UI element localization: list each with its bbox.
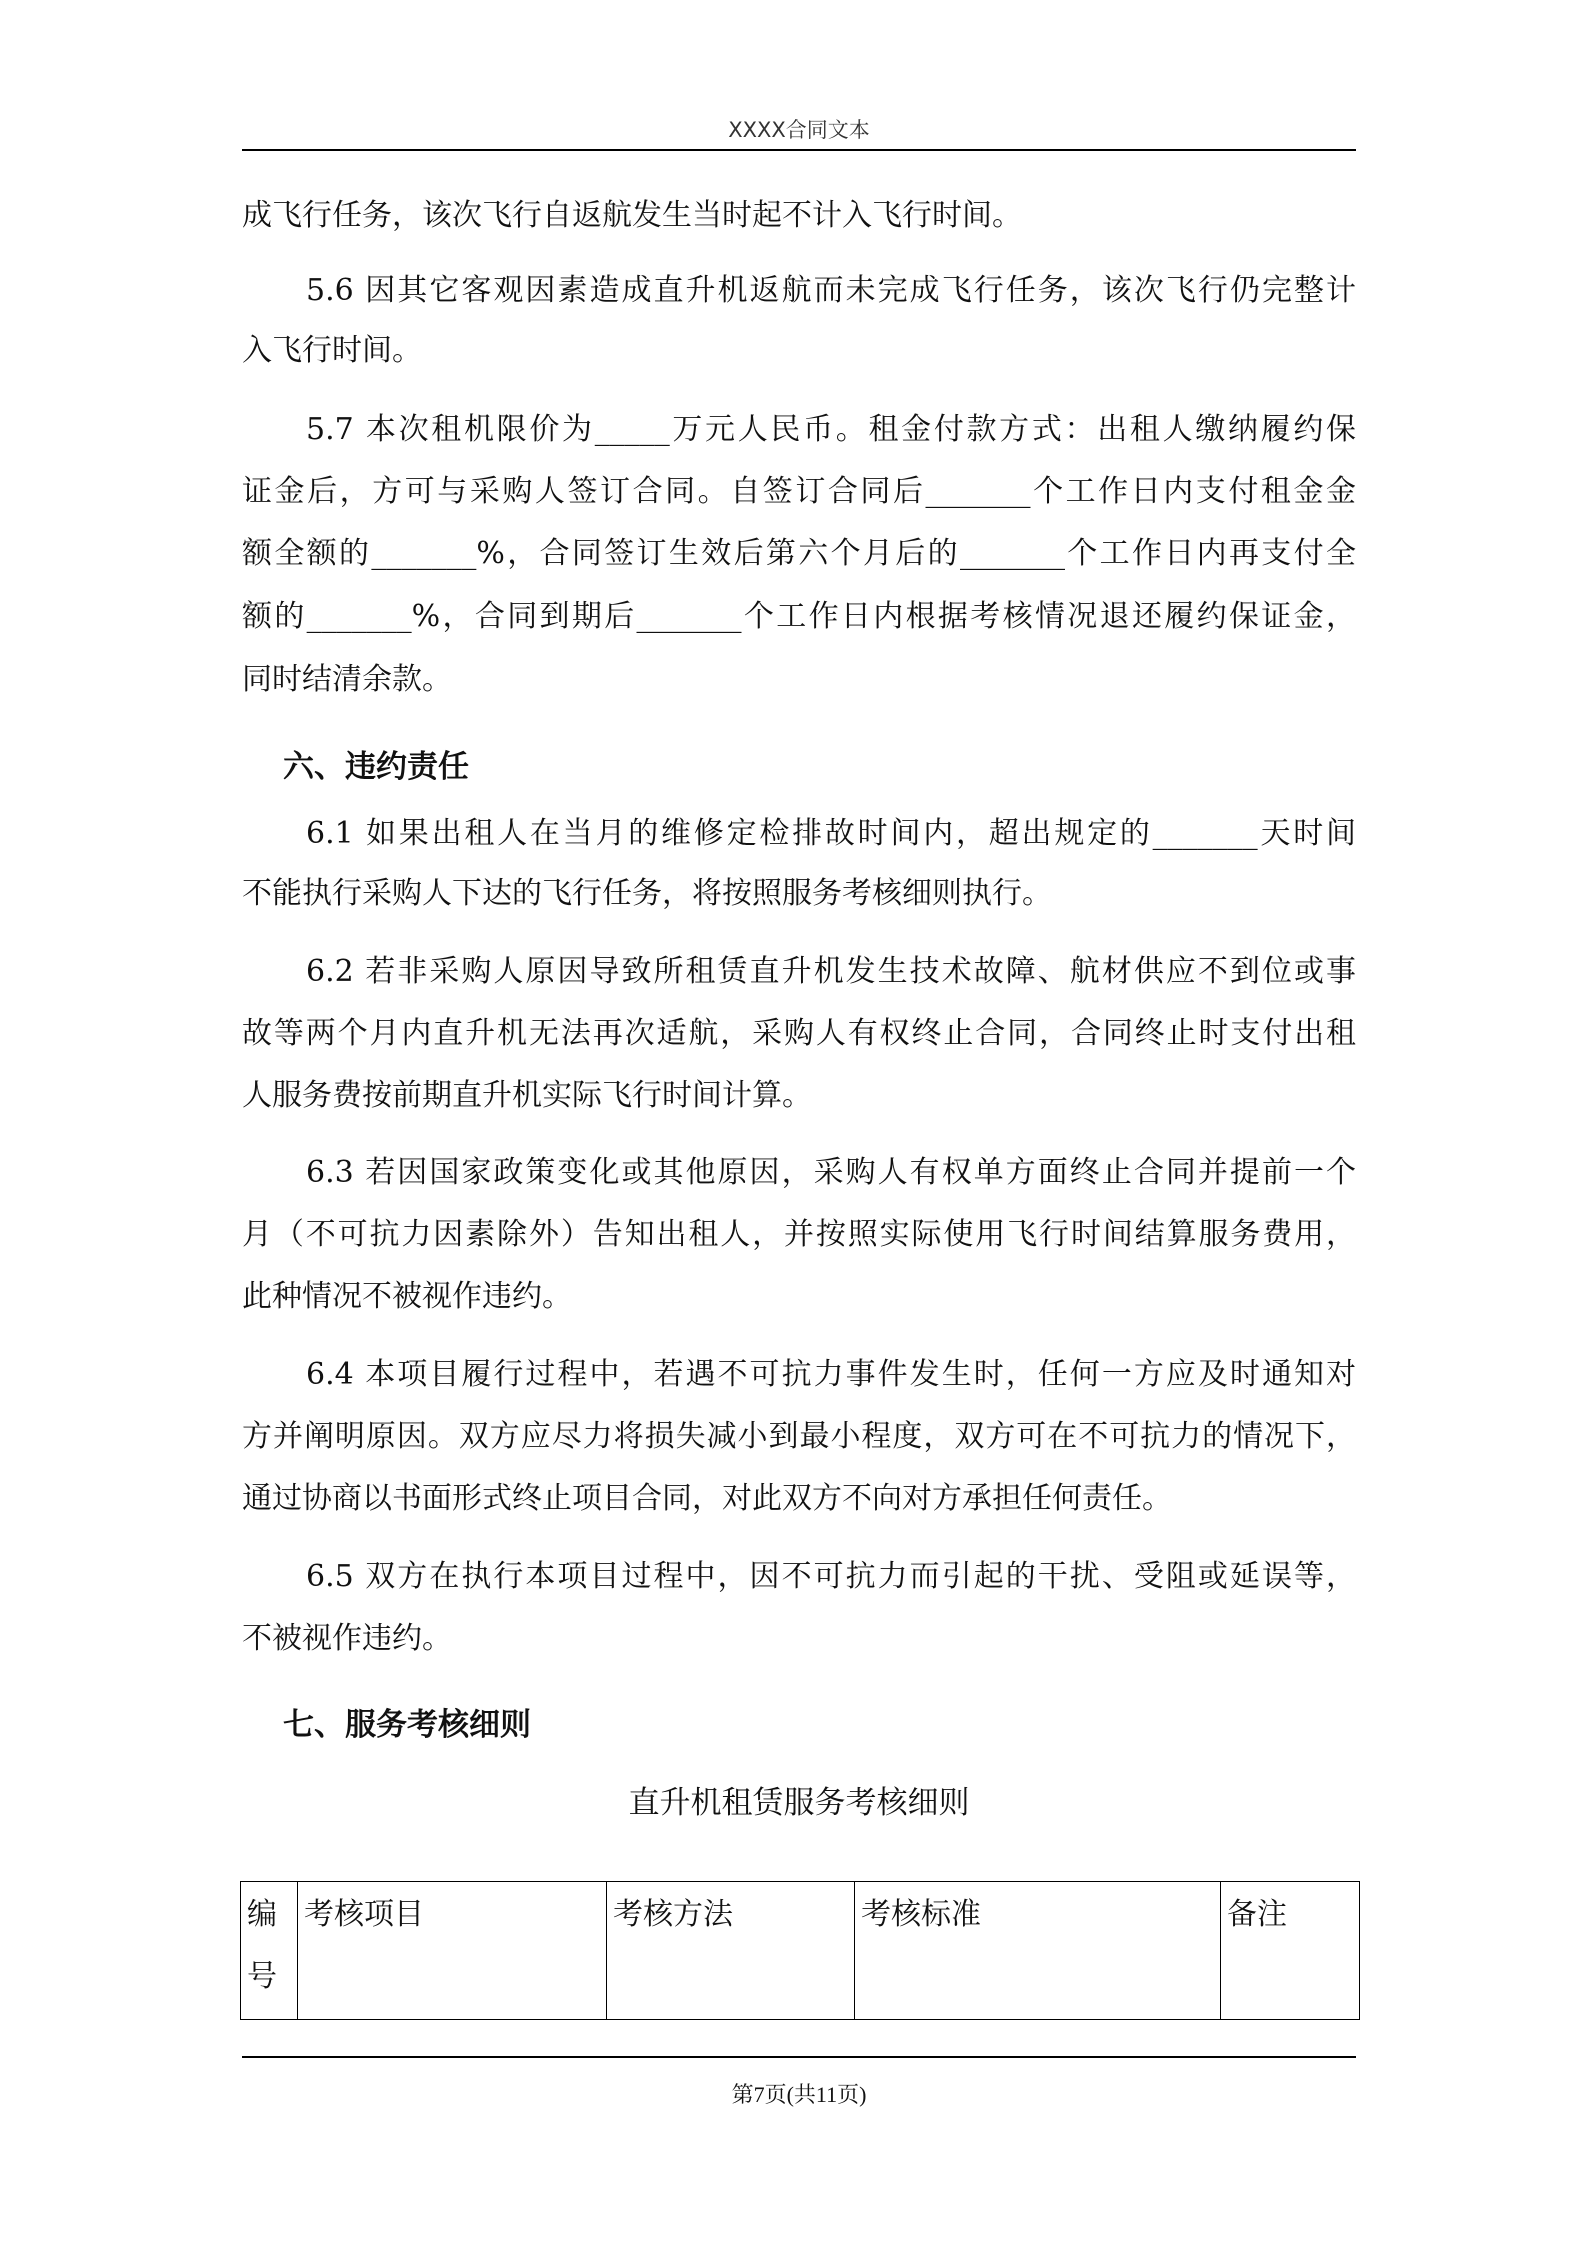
paragraph-line: 入飞行时间。 bbox=[242, 333, 422, 368]
paragraph-line: 方并阐明原因。双方应尽力将损失减小到最小程度，双方可在不可抗力的情况下， bbox=[242, 1419, 1356, 1454]
table-header-cell-method: 考核方法 bbox=[607, 1882, 855, 2020]
paragraph-line: 6.5 双方在执行本项目过程中，因不可抗力而引起的干扰、受阻或延误等， bbox=[306, 1559, 1356, 1594]
paragraph-line: 6.3 若因国家政策变化或其他原因，采购人有权单方面终止合同并提前一个 bbox=[306, 1155, 1356, 1190]
paragraph-line: 通过协商以书面形式终止项目合同，对此双方不向对方承担任何责任。 bbox=[242, 1481, 1172, 1516]
paragraph-line: 5.6 因其它客观因素造成直升机返航而未完成飞行任务，该次飞行仍完整计 bbox=[306, 273, 1356, 308]
table-header-cell-standard: 考核标准 bbox=[855, 1882, 1221, 2020]
footer-rule bbox=[242, 2056, 1356, 2058]
paragraph-line: 不被视作违约。 bbox=[242, 1621, 452, 1656]
paragraph-line: 6.1 如果出租人在当月的维修定检排故时间内，超出规定的_______天时间 bbox=[306, 816, 1356, 851]
header-rule bbox=[242, 149, 1356, 151]
table-header-row bbox=[241, 1882, 1360, 2020]
paragraph-line: 6.2 若非采购人原因导致所租赁直升机发生技术故障、航材供应不到位或事 bbox=[306, 954, 1356, 989]
paragraph-line: 成飞行任务，该次飞行自返航发生当时起不计入飞行时间。 bbox=[242, 198, 1022, 233]
paragraph-line: 不能执行采购人下达的飞行任务，将按照服务考核细则执行。 bbox=[242, 876, 1052, 911]
page-header-title: XXXX合同文本 bbox=[728, 118, 870, 142]
section-heading: 六、违约责任 bbox=[283, 749, 469, 785]
paragraph-line: 证金后，方可与采购人签订合同。自签订合同后_______个工作日内支付租金金 bbox=[242, 474, 1356, 509]
paragraph-line: 月（不可抗力因素除外）告知出租人，并按照实际使用飞行时间结算服务费用， bbox=[242, 1217, 1356, 1252]
table-title: 直升机租赁服务考核细则 bbox=[628, 1785, 970, 1821]
paragraph-line: 同时结清余款。 bbox=[242, 662, 452, 697]
table-header-cell-remark: 备注 bbox=[1221, 1882, 1360, 2020]
assessment-table bbox=[240, 1881, 1360, 2020]
paragraph-line: 人服务费按前期直升机实际飞行时间计算。 bbox=[242, 1078, 812, 1113]
table-header-cell-number: 编号 bbox=[241, 1882, 298, 2020]
paragraph-line: 6.4 本项目履行过程中，若遇不可抗力事件发生时，任何一方应及时通知对 bbox=[306, 1357, 1356, 1392]
paragraph-line: 5.7 本次租机限价为_____万元人民币。租金付款方式：出租人缴纳履约保 bbox=[306, 412, 1356, 447]
paragraph-line: 故等两个月内直升机无法再次适航，采购人有权终止合同，合同终止时支付出租 bbox=[242, 1016, 1356, 1051]
paragraph-line: 额的_______%，合同到期后_______个工作日内根据考核情况退还履约保证金， bbox=[242, 599, 1356, 634]
paragraph-line: 此种情况不被视作违约。 bbox=[242, 1279, 572, 1314]
paragraph-line: 额全额的_______%，合同签订生效后第六个月后的_______个工作日内再支付全 bbox=[242, 536, 1356, 571]
page-number: 第7页(共11页) bbox=[731, 2082, 867, 2107]
table-header-cell-item: 考核项目 bbox=[298, 1882, 607, 2020]
section-heading: 七、服务考核细则 bbox=[283, 1707, 531, 1743]
